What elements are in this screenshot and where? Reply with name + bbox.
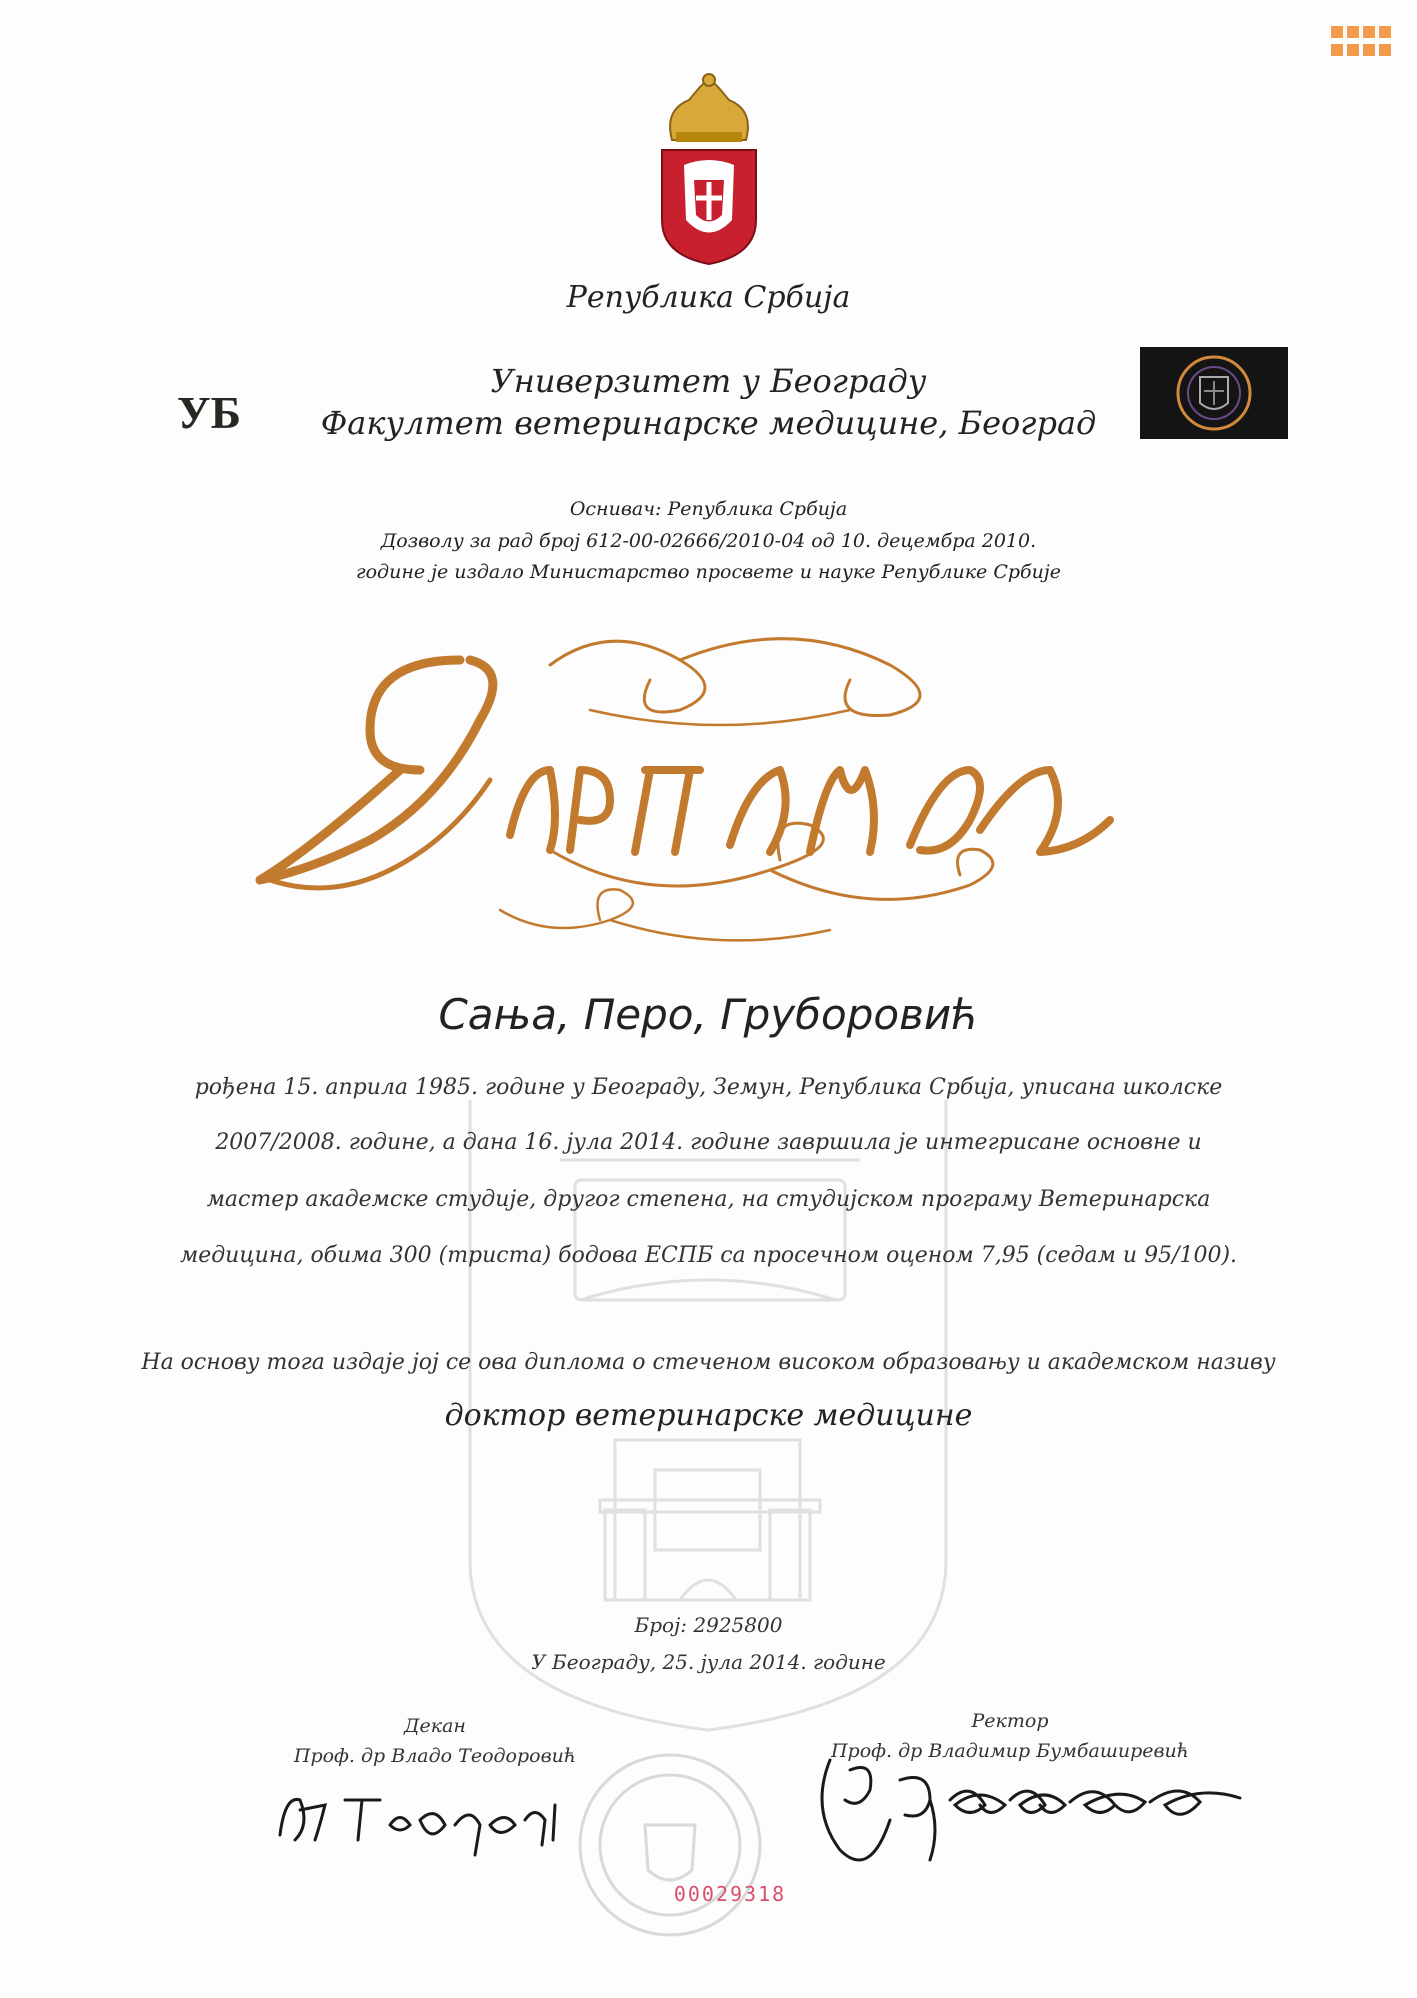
hologram-seal-icon xyxy=(1140,347,1288,439)
body-line-2: 2007/2008. године, а дана 16. јула 2014. године завршила је интегрисане основне и xyxy=(215,1130,1202,1155)
faculty-name: Факултет ветеринарске медицине, Београд xyxy=(320,404,1097,442)
ub-badge: УБ xyxy=(176,386,242,438)
academic-title: доктор ветеринарске медицине xyxy=(444,1398,973,1433)
graduate-name: Сања, Перо, Груборовић xyxy=(438,990,979,1039)
founder-line: Оснивач: Република Србија xyxy=(569,498,848,520)
body-line-1: рођена 15. априла 1985. године у Београду, Земун, Република Србија, уписана школске xyxy=(194,1075,1223,1100)
body-line-4: медицина, обима 300 (триста) бодова ЕСПБ са просечном оценом 7,95 (седам и 95/100). xyxy=(179,1243,1238,1268)
dean-role: Декан xyxy=(404,1715,466,1737)
dean-name: Проф. др Владо Теодоровић xyxy=(293,1745,577,1767)
permit-line-1: Дозволу за рад број 612-00-02666/2010-04 од 10. децембра 2010. xyxy=(380,530,1037,552)
body-line-5: На основу тога издаје јој се ова диплома о стеченом високом образовању и академском називу xyxy=(141,1350,1276,1375)
serbian-coat-of-arms-icon xyxy=(654,70,764,266)
document-number: Број: 2925800 xyxy=(634,1613,783,1637)
round-stamp-icon xyxy=(560,1745,780,1945)
body-line-3: мастер академске студије, другог степена, на студијском програму Ветеринарска xyxy=(206,1187,1211,1212)
place-and-date: У Београду, 25. јула 2014. године xyxy=(531,1650,886,1674)
rector-signature xyxy=(780,1740,1250,1890)
diploma-title-lettering xyxy=(250,620,1120,955)
rector-role: Ректор xyxy=(971,1710,1049,1732)
rector-name: Проф. др Владимир Бумбаширевић xyxy=(830,1740,1190,1762)
permit-line-2: године је издало Министарство просвете и науке Републике Србије xyxy=(356,561,1061,583)
university-name: Универзитет у Београду xyxy=(490,362,927,400)
dean-signature xyxy=(270,1765,570,1865)
republic-label: Република Србија xyxy=(566,280,851,315)
serial-number: 00029318 xyxy=(673,1882,787,1906)
